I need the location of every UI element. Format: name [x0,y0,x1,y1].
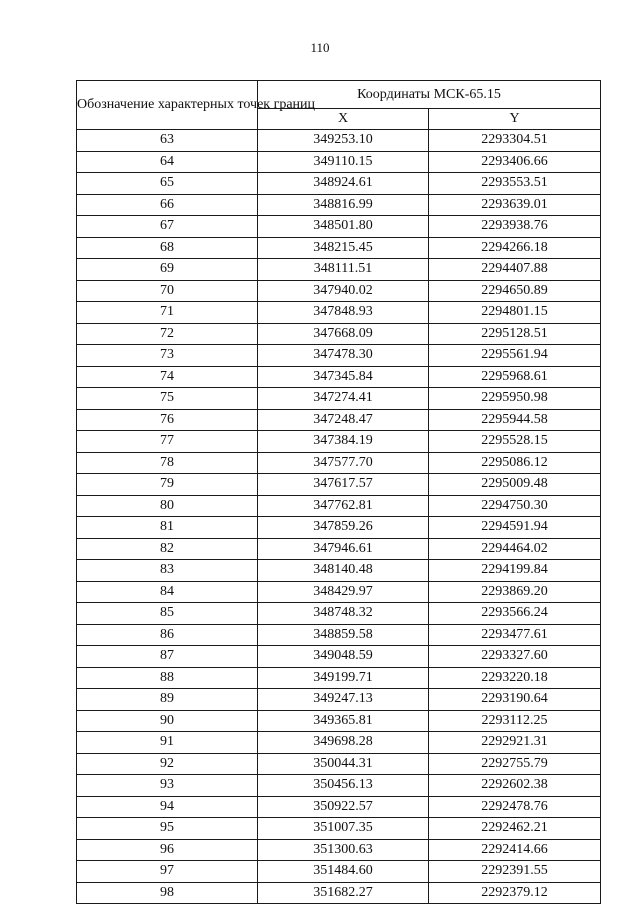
point-number-cell: 83 [77,560,258,582]
point-number-cell: 84 [77,581,258,603]
table-row [77,431,601,453]
table-row [77,366,601,388]
x-coordinate-cell: 348140.48 [258,560,429,582]
table-row [77,474,601,496]
table-row [77,667,601,689]
x-coordinate-cell: 347668.09 [258,323,429,345]
table-row [77,818,601,840]
table-row [77,302,601,324]
x-coordinate-cell: 350044.31 [258,753,429,775]
x-coordinate-cell: 347946.61 [258,538,429,560]
y-coordinate-cell: 2295950.98 [429,388,601,410]
y-coordinate-cell: 2293477.61 [429,624,601,646]
header-coordinates: Координаты МСК-65.15 [258,81,601,109]
x-coordinate-cell: 347762.81 [258,495,429,517]
y-coordinate-cell: 2295561.94 [429,345,601,367]
point-number-cell: 68 [77,237,258,259]
point-number-cell: 81 [77,517,258,539]
y-coordinate-cell: 2292478.76 [429,796,601,818]
point-number-cell: 86 [77,624,258,646]
x-coordinate-cell: 348501.80 [258,216,429,238]
point-number-cell: 71 [77,302,258,324]
x-coordinate-cell: 348859.58 [258,624,429,646]
x-coordinate-cell: 347617.57 [258,474,429,496]
x-coordinate-cell: 347384.19 [258,431,429,453]
table-row [77,710,601,732]
point-number-cell: 94 [77,796,258,818]
x-coordinate-cell: 347345.84 [258,366,429,388]
x-coordinate-cell: 349048.59 [258,646,429,668]
point-number-cell: 96 [77,839,258,861]
point-number-cell: 87 [77,646,258,668]
x-coordinate-cell: 347274.41 [258,388,429,410]
table-row [77,732,601,754]
table-body [77,130,601,904]
table-row [77,689,601,711]
x-coordinate-cell: 347940.02 [258,280,429,302]
y-coordinate-cell: 2294801.15 [429,302,601,324]
header-x: X [258,109,429,130]
x-coordinate-cell: 347248.47 [258,409,429,431]
point-number-cell: 66 [77,194,258,216]
table-row [77,323,601,345]
point-number-cell: 76 [77,409,258,431]
point-number-cell: 72 [77,323,258,345]
y-coordinate-cell: 2295086.12 [429,452,601,474]
table-row [77,646,601,668]
y-coordinate-cell: 2293406.66 [429,151,601,173]
header-point-designation: Обозначение характерных точек границ [77,81,258,130]
y-coordinate-cell: 2292755.79 [429,753,601,775]
x-coordinate-cell: 349247.13 [258,689,429,711]
table-row [77,839,601,861]
table-row [77,452,601,474]
point-number-cell: 64 [77,151,258,173]
y-coordinate-cell: 2293112.25 [429,710,601,732]
point-number-cell: 98 [77,882,258,904]
y-coordinate-cell: 2292379.12 [429,882,601,904]
point-number-cell: 89 [77,689,258,711]
x-coordinate-cell: 348748.32 [258,603,429,625]
point-number-cell: 91 [77,732,258,754]
x-coordinate-cell: 349199.71 [258,667,429,689]
table-row [77,237,601,259]
y-coordinate-cell: 2295009.48 [429,474,601,496]
table-row [77,216,601,238]
y-coordinate-cell: 2293553.51 [429,173,601,195]
table-row [77,581,601,603]
point-number-cell: 70 [77,280,258,302]
x-coordinate-cell: 351682.27 [258,882,429,904]
point-number-cell: 69 [77,259,258,281]
y-coordinate-cell: 2295968.61 [429,366,601,388]
y-coordinate-cell: 2294464.02 [429,538,601,560]
point-number-cell: 95 [77,818,258,840]
x-coordinate-cell: 347859.26 [258,517,429,539]
point-number-cell: 88 [77,667,258,689]
y-coordinate-cell: 2293327.60 [429,646,601,668]
table-row [77,345,601,367]
point-number-cell: 74 [77,366,258,388]
y-coordinate-cell: 2293869.20 [429,581,601,603]
y-coordinate-cell: 2294199.84 [429,560,601,582]
table-row [77,775,601,797]
x-coordinate-cell: 348924.61 [258,173,429,195]
x-coordinate-cell: 351007.35 [258,818,429,840]
point-number-cell: 80 [77,495,258,517]
x-coordinate-cell: 348816.99 [258,194,429,216]
point-number-cell: 79 [77,474,258,496]
point-number-cell: 85 [77,603,258,625]
table-row [77,796,601,818]
y-coordinate-cell: 2292414.66 [429,839,601,861]
y-coordinate-cell: 2293304.51 [429,130,601,152]
point-number-cell: 67 [77,216,258,238]
y-coordinate-cell: 2295128.51 [429,323,601,345]
y-coordinate-cell: 2292391.55 [429,861,601,883]
page-number: 110 [310,40,330,55]
y-coordinate-cell: 2293938.76 [429,216,601,238]
coordinates-table [76,80,601,904]
x-coordinate-cell: 349365.81 [258,710,429,732]
point-number-cell: 65 [77,173,258,195]
table-row [77,882,601,904]
x-coordinate-cell: 350456.13 [258,775,429,797]
y-coordinate-cell: 2294407.88 [429,259,601,281]
table-row [77,173,601,195]
point-number-cell: 97 [77,861,258,883]
y-coordinate-cell: 2292921.31 [429,732,601,754]
y-coordinate-cell: 2293639.01 [429,194,601,216]
point-number-cell: 93 [77,775,258,797]
y-coordinate-cell: 2293566.24 [429,603,601,625]
table-row [77,603,601,625]
x-coordinate-cell: 347577.70 [258,452,429,474]
x-coordinate-cell: 348215.45 [258,237,429,259]
point-number-cell: 75 [77,388,258,410]
y-coordinate-cell: 2294266.18 [429,237,601,259]
x-coordinate-cell: 348111.51 [258,259,429,281]
point-number-cell: 90 [77,710,258,732]
table-row [77,861,601,883]
x-coordinate-cell: 350922.57 [258,796,429,818]
y-coordinate-cell: 2295528.15 [429,431,601,453]
x-coordinate-cell: 348429.97 [258,581,429,603]
x-coordinate-cell: 349110.15 [258,151,429,173]
table-row [77,280,601,302]
y-coordinate-cell: 2294591.94 [429,517,601,539]
x-coordinate-cell: 351300.63 [258,839,429,861]
x-coordinate-cell: 347478.30 [258,345,429,367]
y-coordinate-cell: 2293220.18 [429,667,601,689]
table-row [77,130,601,152]
table-row [77,517,601,539]
point-number-cell: 78 [77,452,258,474]
x-coordinate-cell: 349253.10 [258,130,429,152]
y-coordinate-cell: 2294650.89 [429,280,601,302]
x-coordinate-cell: 349698.28 [258,732,429,754]
table-row [77,194,601,216]
table-row [77,151,601,173]
point-number-cell: 82 [77,538,258,560]
y-coordinate-cell: 2293190.64 [429,689,601,711]
y-coordinate-cell: 2292602.38 [429,775,601,797]
table-row [77,259,601,281]
point-number-cell: 77 [77,431,258,453]
point-number-cell: 63 [77,130,258,152]
table-row [77,753,601,775]
x-coordinate-cell: 351484.60 [258,861,429,883]
y-coordinate-cell: 2294750.30 [429,495,601,517]
header-y: Y [429,109,601,130]
table-row [77,388,601,410]
y-coordinate-cell: 2292462.21 [429,818,601,840]
table-row [77,495,601,517]
table-row [77,538,601,560]
table-row [77,409,601,431]
point-number-cell: 92 [77,753,258,775]
table-row [77,560,601,582]
table-row [77,624,601,646]
point-number-cell: 73 [77,345,258,367]
y-coordinate-cell: 2295944.58 [429,409,601,431]
x-coordinate-cell: 347848.93 [258,302,429,324]
